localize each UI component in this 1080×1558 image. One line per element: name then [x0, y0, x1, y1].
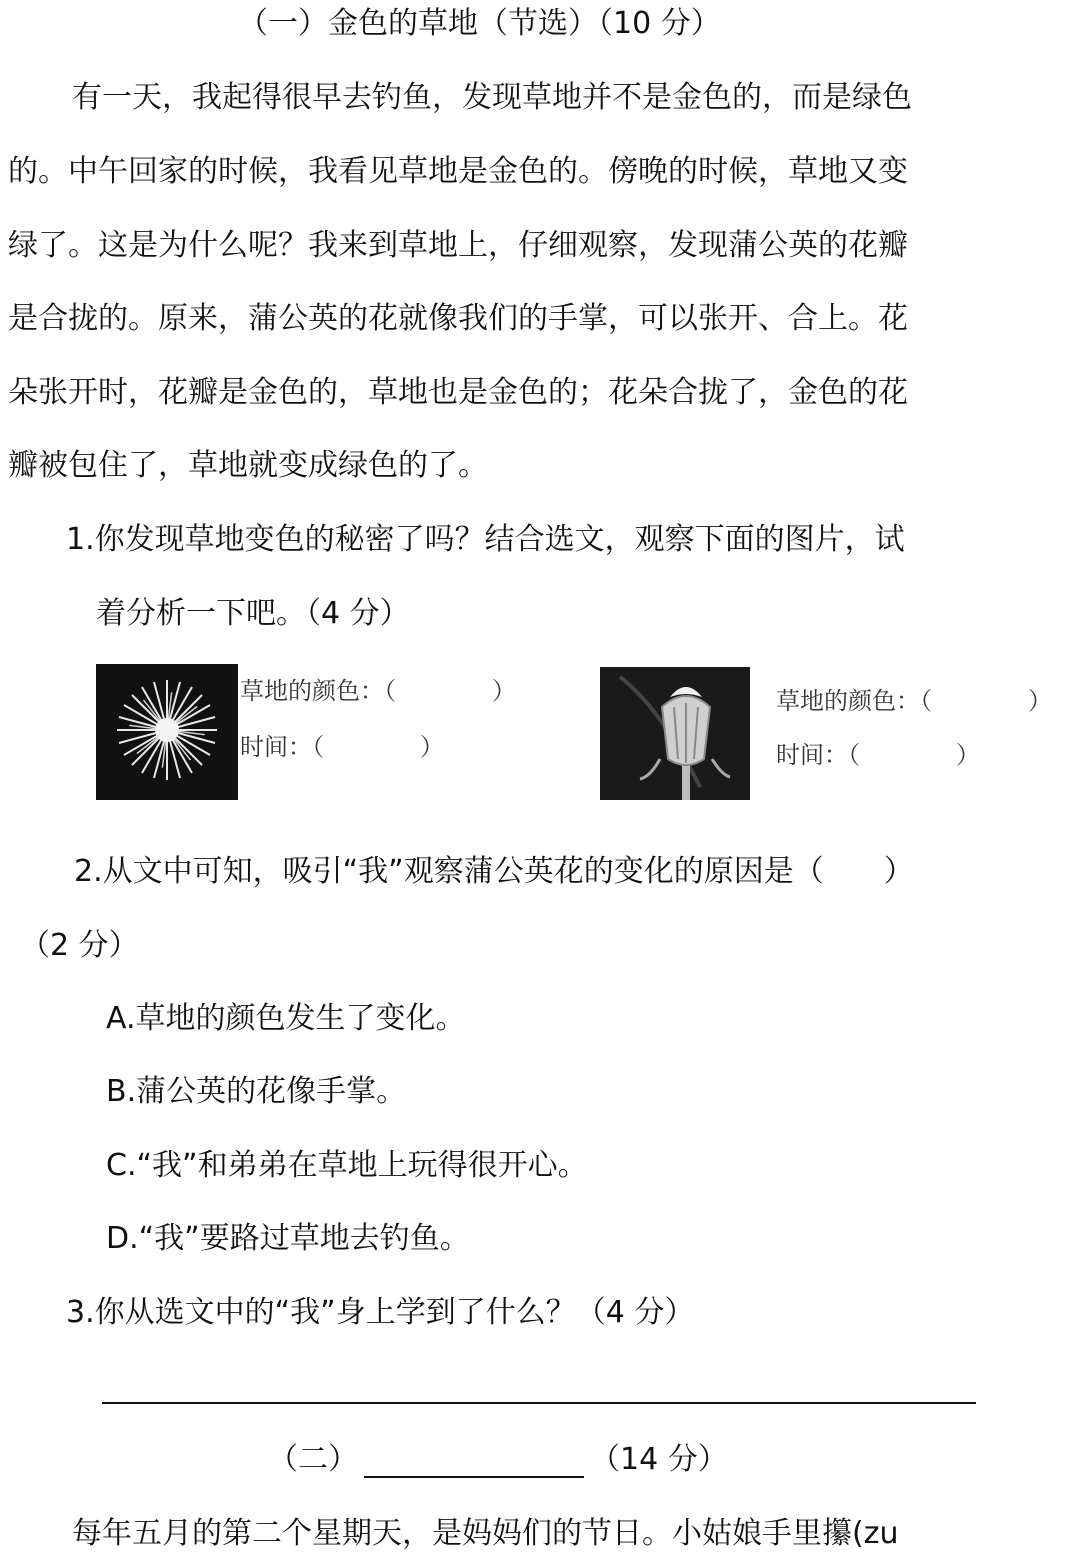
- left-grass-color-label: 草地的颜色：（ ）: [240, 677, 516, 705]
- question-2-text: 2.从文中可知，吸引“我”观察蒲公英花的变化的原因是（ ）: [74, 854, 914, 889]
- open-dandelion-image: [96, 664, 238, 800]
- option-b: B.蒲公英的花像手掌。: [106, 1074, 407, 1109]
- section1-title: （一）金色的草地（节选）（10 分）: [238, 6, 721, 41]
- passage-line: 是合拢的。原来，蒲公英的花就像我们的手掌，可以张开、合上。花: [8, 301, 908, 336]
- answer-line: [102, 1402, 976, 1404]
- passage-line: 朵张开时，花瓣是金色的，草地也是金色的；花朵合拢了，金色的花: [8, 375, 908, 410]
- question-3-text: 3.你从选文中的“我”身上学到了什么？（4 分）: [66, 1295, 695, 1330]
- option-a: A.草地的颜色发生了变化。: [106, 1001, 466, 1036]
- option-c: C.“我”和弟弟在草地上玩得很开心。: [106, 1148, 588, 1183]
- section2-title-suffix: （14 分）: [590, 1442, 728, 1477]
- right-grass-color-label: 草地的颜色：（ ）: [776, 687, 1052, 715]
- section2-title-prefix: （二）: [268, 1442, 358, 1477]
- passage-line: 绿了。这是为什么呢？我来到草地上，仔细观察，发现蒲公英的花瓣: [8, 228, 908, 263]
- passage-line: 瓣被包住了，草地就变成绿色的了。: [8, 448, 488, 483]
- question-1-text: 1.你发现草地变色的秘密了吗？结合选文，观察下面的图片，试: [66, 522, 905, 557]
- passage-line: 的。中午回家的时候，我看见草地是金色的。傍晚的时候，草地又变: [8, 154, 908, 189]
- left-time-label: 时间：（ ）: [240, 733, 444, 761]
- section2-first-line: 每年五月的第二个星期天，是妈妈们的节日。小姑娘手里攥(zu: [72, 1516, 899, 1551]
- question-2-score: （2 分）: [20, 928, 139, 963]
- section2-title-blank: [364, 1476, 584, 1478]
- passage-line: 有一天，我起得很早去钓鱼，发现草地并不是金色的，而是绿色: [72, 80, 912, 115]
- closed-dandelion-image: [600, 667, 750, 800]
- right-time-label: 时间：（ ）: [776, 741, 980, 769]
- question-1-text-cont: 着分析一下吧。（4 分）: [96, 596, 410, 631]
- option-d: D.“我”要路过草地去钓鱼。: [106, 1221, 470, 1256]
